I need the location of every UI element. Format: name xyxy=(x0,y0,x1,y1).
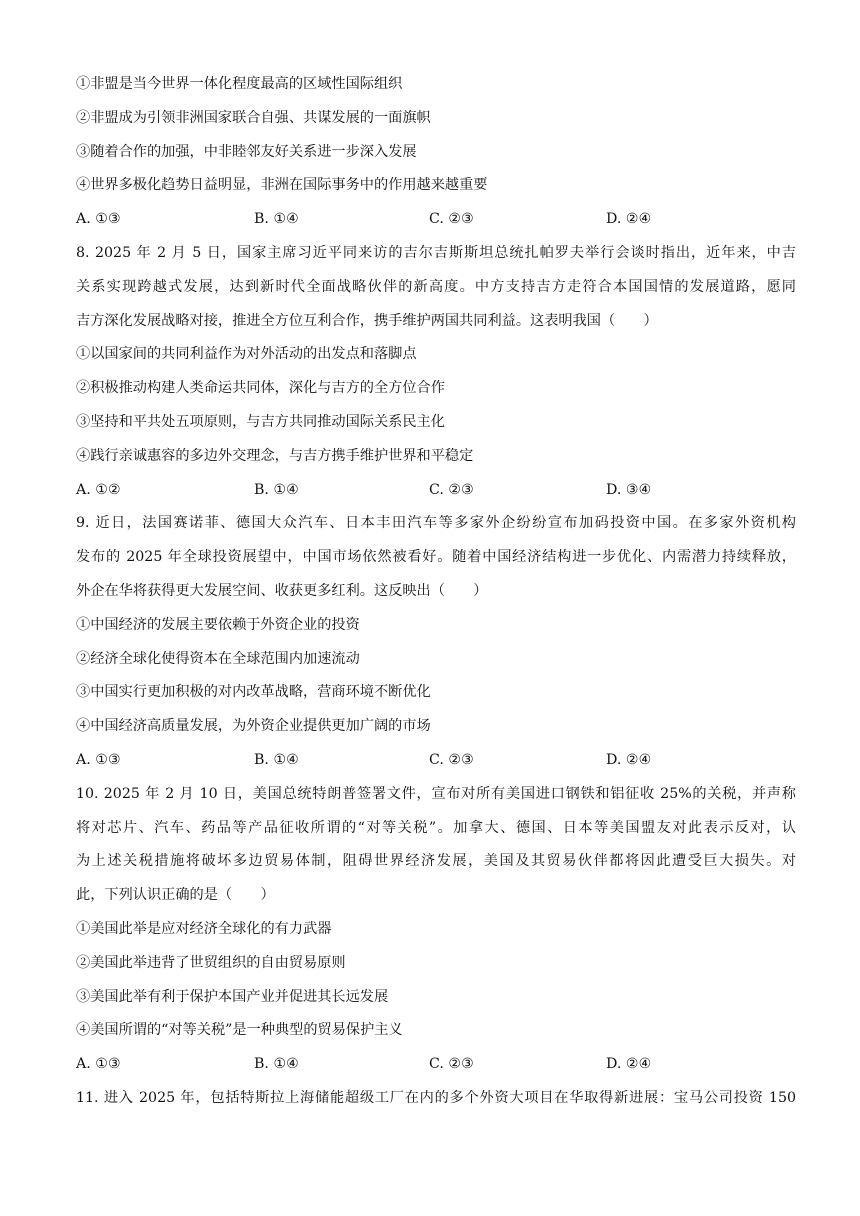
question-stem-line: 8. 2025 年 2 月 5 日，国家主席习近平同来访的吉尔吉斯斯坦总统扎帕罗夫举行会谈时指出，近年来，中吉 xyxy=(76,244,796,261)
statement: ③中国实行更加积极的对内改革战略，营商环境不断优化 xyxy=(76,684,431,701)
options-row xyxy=(76,476,796,510)
statement: ③随着合作的加强，中非睦邻友好关系进一步深入发展 xyxy=(76,143,417,160)
option-a[interactable]: A. ①③ xyxy=(76,211,121,228)
statement: ④中国经济高质量发展，为外资企业提供更加广阔的市场 xyxy=(76,718,431,735)
question-stem-line: 外企在华将获得更大发展空间、收获更多红利。这反映出（ ） xyxy=(76,582,488,599)
question-stem-line: 11. 进入 2025 年，包括特斯拉上海储能超级工厂在内的多个外资大项目在华取得新进展：宝马公司投资 150 xyxy=(76,1089,796,1106)
question-stem-line: 发布的 2025 年全球投资展望中，中国市场依然被看好。随着中国经济结构进一步优化、内需潜力持续释放， xyxy=(76,549,796,566)
question-8 xyxy=(76,239,796,509)
statement: ②非盟成为引领非洲国家联合自强、共谋发展的一面旗帜 xyxy=(76,109,431,126)
statement: ①中国经济的发展主要依赖于外资企业的投资 xyxy=(76,616,360,633)
option-d[interactable]: D. ③④ xyxy=(606,481,652,498)
option-b[interactable]: B. ①④ xyxy=(254,211,299,228)
statement: ①非盟是当今世界一体化程度最高的区域性国际组织 xyxy=(76,76,403,92)
question-stem-line: 将对芯片、汽车、药品等产品征收所谓的“对等关税”。加拿大、德国、日本等美国盟友对此表示反对，认 xyxy=(76,819,796,836)
question-11 xyxy=(76,1084,796,1118)
option-c[interactable]: C. ②③ xyxy=(429,751,474,768)
option-b[interactable]: B. ①④ xyxy=(254,481,299,498)
statement: ②积极推动构建人类命运共同体，深化与吉方的全方位合作 xyxy=(76,380,445,397)
statement: ③坚持和平共处五项原则，与吉方共同推动国际关系民主化 xyxy=(76,413,445,430)
question-stem-line: 关系实现跨越式发展，达到新时代全面战略伙伴的新高度。中方支持吉方走符合本国国情的发展道路，愿同 xyxy=(76,278,796,295)
option-b[interactable]: B. ①④ xyxy=(254,751,299,768)
statement: ②美国此举违背了世贸组织的自由贸易原则 xyxy=(76,954,346,971)
question-stem-line: 吉方深化发展战略对接，推进全方位互利合作，携手维护两国共同利益。这表明我国（ ） xyxy=(76,312,658,329)
question-stem-line: 为上述关税措施将破坏多边贸易体制，阻碍世界经济发展，美国及其贸易伙伴都将因此遭受巨大损失。对 xyxy=(76,853,796,870)
option-a[interactable]: A. ①③ xyxy=(76,1056,121,1073)
option-d[interactable]: D. ②④ xyxy=(606,1056,652,1073)
question-stem-line: 此，下列认识正确的是（ ） xyxy=(76,887,275,904)
question-stem-line: 10. 2025 年 2 月 10 日，美国总统特朗普签署文件，宣布对所有美国进口钢铁和铝征收 25%的关税，并声称 xyxy=(76,785,796,802)
statement: ④世界多极化趋势日益明显，非洲在国际事务中的作用越来越重要 xyxy=(76,177,488,194)
options-row xyxy=(76,205,796,239)
options-row xyxy=(76,746,796,780)
option-c[interactable]: C. ②③ xyxy=(429,211,474,228)
question-stem-line: 9. 近日，法国赛诺菲、德国大众汽车、日本丰田汽车等多家外企纷纷宣布加码投资中国。在多家外资机构 xyxy=(76,515,796,532)
option-c[interactable]: C. ②③ xyxy=(429,1056,474,1073)
option-b[interactable]: B. ①④ xyxy=(254,1056,299,1073)
option-d[interactable]: D. ②④ xyxy=(606,751,652,768)
statement: ④践行亲诚惠容的多边外交理念，与吉方携手维护世界和平稳定 xyxy=(76,447,474,464)
question-7 xyxy=(76,70,796,239)
options-row xyxy=(76,1050,796,1084)
option-d[interactable]: D. ②④ xyxy=(606,211,652,228)
statement: ①美国此举是应对经济全球化的有力武器 xyxy=(76,920,332,937)
question-9 xyxy=(76,509,796,779)
option-a[interactable]: A. ①③ xyxy=(76,751,121,768)
statement: ③美国此举有利于保护本国产业并促进其长远发展 xyxy=(76,988,389,1005)
option-a[interactable]: A. ①② xyxy=(76,481,121,498)
question-10 xyxy=(76,780,796,1084)
statement: ①以国家间的共同利益作为对外活动的出发点和落脚点 xyxy=(76,346,417,363)
option-c[interactable]: C. ②③ xyxy=(429,481,474,498)
statement: ②经济全球化使得资本在全球范围内加速流动 xyxy=(76,650,360,667)
statement: ④美国所谓的“对等关税”是一种典型的贸易保护主义 xyxy=(76,1022,403,1039)
exam-page xyxy=(76,70,796,1118)
